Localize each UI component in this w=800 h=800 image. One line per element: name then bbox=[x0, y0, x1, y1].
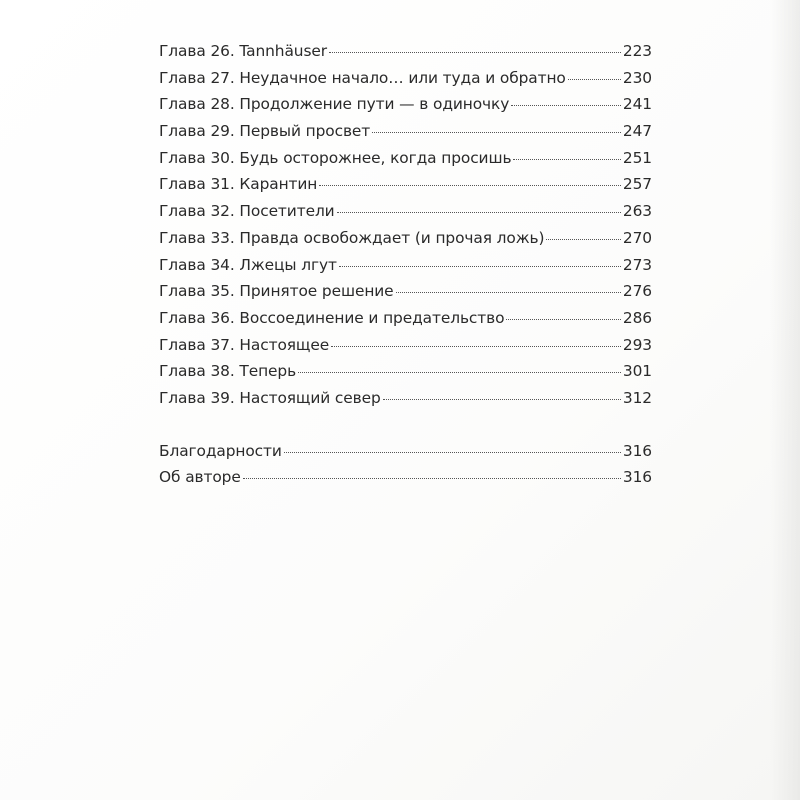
toc-entry-page: 247 bbox=[622, 122, 652, 141]
toc-entry-page: 251 bbox=[622, 148, 652, 167]
toc-entry-title: Глава 34. Лжецы лгут bbox=[159, 255, 337, 274]
toc-entry-title: Глава 38. Теперь bbox=[159, 362, 297, 381]
toc-entry-about-author bbox=[159, 468, 652, 495]
toc-entry-page: 273 bbox=[622, 255, 652, 274]
toc-entry-title: Глава 32. Посетители bbox=[159, 202, 335, 221]
toc-entry-title: Глава 27. Неудачное начало… или туда и обратно bbox=[159, 68, 566, 87]
toc-entry-chapter-35 bbox=[159, 282, 652, 309]
toc-entry-chapter-34 bbox=[159, 256, 652, 283]
toc-entry-acknowledgements bbox=[159, 442, 652, 469]
toc-entry-title: Глава 39. Настоящий север bbox=[159, 388, 381, 407]
toc-entry-chapter-36 bbox=[159, 309, 652, 336]
toc-entry-page: 316 bbox=[622, 441, 652, 460]
dot-leader bbox=[506, 318, 620, 320]
toc-entry-page: 230 bbox=[622, 68, 652, 87]
toc-entry-page: 316 bbox=[622, 468, 652, 487]
dot-leader bbox=[243, 477, 621, 479]
toc-entry-page: 301 bbox=[622, 362, 652, 381]
dot-leader bbox=[319, 184, 621, 186]
toc-entry-title: Глава 29. Первый просвет bbox=[159, 122, 371, 141]
toc-entry-title: Глава 35. Принятое решение bbox=[159, 282, 394, 301]
dot-leader bbox=[511, 104, 621, 106]
toc-entry-page: 312 bbox=[622, 388, 652, 407]
toc-entry-chapter-27 bbox=[159, 69, 652, 96]
dot-leader bbox=[568, 78, 621, 80]
toc-entry-page: 293 bbox=[622, 335, 652, 354]
dot-leader bbox=[396, 291, 621, 293]
toc-entry-chapter-29 bbox=[159, 122, 652, 149]
toc-entry-chapter-37 bbox=[159, 336, 652, 363]
toc-entry-chapter-30 bbox=[159, 149, 652, 176]
toc-entry-page: 270 bbox=[622, 228, 652, 247]
toc-entry-page: 241 bbox=[622, 95, 652, 114]
toc-entry-chapter-32 bbox=[159, 202, 652, 229]
dot-leader bbox=[339, 265, 621, 267]
toc-entry-chapter-26 bbox=[159, 42, 652, 69]
toc-entry-chapter-33 bbox=[159, 229, 652, 256]
table-of-contents bbox=[159, 42, 652, 495]
toc-entry-chapter-39 bbox=[159, 389, 652, 416]
dot-leader bbox=[337, 211, 621, 213]
dot-leader bbox=[284, 451, 621, 453]
section-gap bbox=[159, 416, 652, 442]
dot-leader bbox=[331, 345, 621, 347]
toc-entry-title: Глава 33. Правда освобождает (и прочая ложь) bbox=[159, 228, 545, 247]
toc-entry-title: Глава 31. Карантин bbox=[159, 175, 318, 194]
toc-entry-title: Глава 30. Будь осторожнее, когда просишь bbox=[159, 148, 512, 167]
toc-entry-title: Глава 36. Воссоединение и предательство bbox=[159, 308, 505, 327]
toc-entry-title: Глава 28. Продолжение пути — в одиночку bbox=[159, 95, 510, 114]
toc-entry-page: 223 bbox=[622, 42, 652, 60]
toc-entry-page: 257 bbox=[622, 175, 652, 194]
toc-entry-title: Об авторе bbox=[159, 468, 241, 487]
toc-entry-title: Глава 37. Настоящее bbox=[159, 335, 330, 354]
toc-entry-chapter-31 bbox=[159, 175, 652, 202]
toc-entry-page: 286 bbox=[622, 308, 652, 327]
dot-leader bbox=[513, 158, 621, 160]
toc-entry-page: 263 bbox=[622, 202, 652, 221]
toc-entry-chapter-28 bbox=[159, 95, 652, 122]
toc-entry-title: Благодарности bbox=[159, 441, 282, 460]
dot-leader bbox=[546, 238, 621, 240]
toc-entry-chapter-38 bbox=[159, 362, 652, 389]
dot-leader bbox=[372, 131, 621, 133]
toc-entry-title: Глава 26. Tannhäuser bbox=[159, 42, 327, 60]
toc-entry-page: 276 bbox=[622, 282, 652, 301]
dot-leader bbox=[329, 51, 621, 53]
page-edge-shadow bbox=[770, 0, 800, 800]
dot-leader bbox=[298, 371, 621, 373]
dot-leader bbox=[383, 398, 621, 400]
